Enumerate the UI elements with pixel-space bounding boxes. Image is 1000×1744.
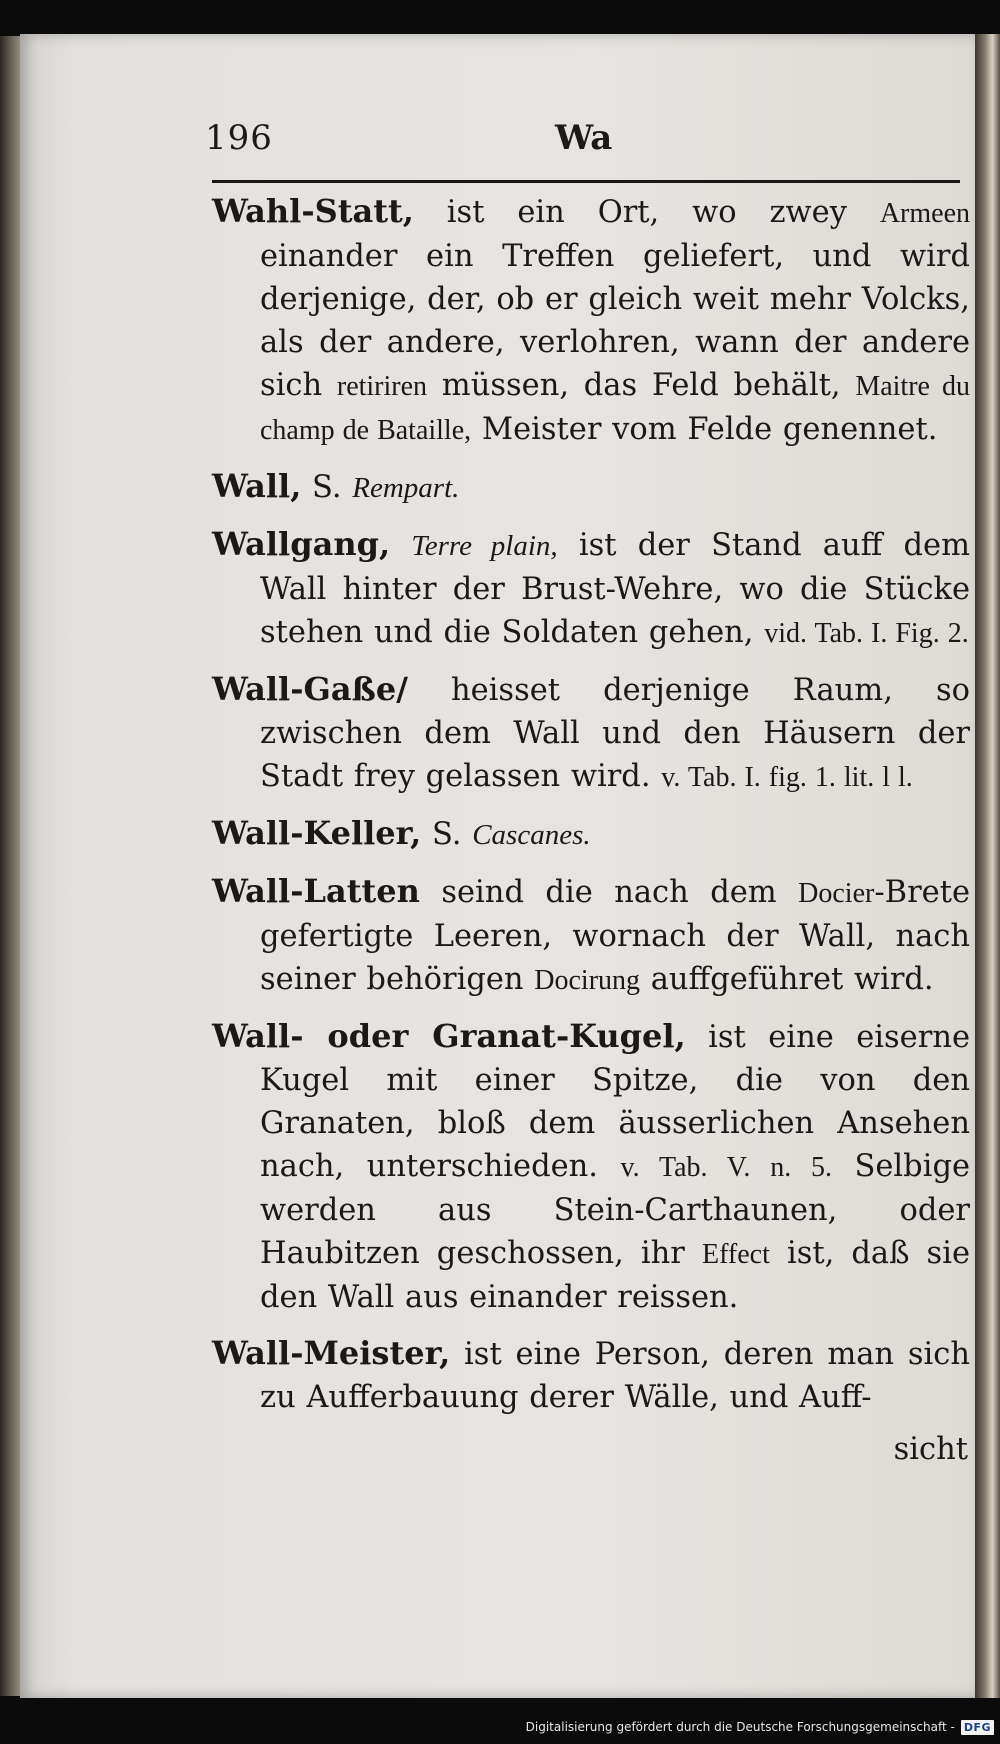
entry-headword: Wallgang,: [212, 525, 391, 563]
entry-text: seind die nach dem: [419, 875, 799, 910]
entry-foreign-term: Docier: [798, 878, 875, 909]
entry-text: müssen, das Feld behält,: [427, 368, 856, 403]
running-head-word: Wa: [555, 118, 613, 158]
entry-text: S.: [421, 817, 473, 852]
dictionary-entry: [212, 870, 970, 1002]
running-head: [205, 118, 955, 168]
entry-text: Meister vom Felde genennet.: [471, 412, 938, 447]
entry-foreign-term: Armeen: [879, 198, 970, 229]
dictionary-entry: [212, 465, 970, 510]
dictionary-entry: [212, 190, 970, 452]
entry-foreign-term: Maitre du champ de Bataille,: [260, 371, 970, 446]
entry-text: einander ein Treffen geliefert, und wird derjenige, der, ob er gleich weit mehr Volcks, als der andere, verlohren, wann der andere sich: [260, 239, 970, 403]
entry-text: heisset derjenige Raum, so zwischen dem Wall und den Häusern der Stadt frey gelassen wird.: [260, 673, 970, 794]
entry-foreign-term: Effect: [701, 1239, 770, 1270]
entry-headword: Wall,: [212, 467, 302, 505]
entry-headword: Wall- oder Granat-Kugel,: [212, 1017, 686, 1055]
entry-text: ist der Stand auff dem Wall hinter der Brust-Wehre, wo die Stücke stehen und die Soldaten gehen,: [260, 528, 970, 650]
header-rule: [212, 180, 960, 183]
entry-headword: Wall-Meister,: [212, 1334, 451, 1372]
entry-foreign-term: Docirung: [534, 965, 641, 996]
page-number: 196: [205, 118, 273, 158]
page-right-edge: [975, 34, 1000, 1698]
dictionary-entry: [212, 1332, 970, 1419]
entry-foreign-term: Terre plain,: [411, 530, 558, 562]
entry-headword: Wall-Keller,: [212, 814, 422, 852]
dfg-logo-icon: DFG: [961, 1720, 994, 1735]
entry-text: ist eine eiserne Kugel mit einer Spitze, die von den Granaten, bloß dem äusserlichen Ansehen nach, unterschieden.: [260, 1020, 971, 1184]
entry-text: ist eine Person, deren man sich zu Aufferbauung derer Wälle, und Auff-: [260, 1337, 970, 1415]
entry-text: -Brete gefertigte Leeren, wornach der Wall, nach seiner behörigen: [260, 875, 970, 997]
entry-foreign-term: vid. Tab. I. Fig. 2.: [764, 618, 969, 649]
entry-headword: Wahl-Statt,: [212, 192, 414, 230]
entry-foreign-term: v. Tab. I. fig. 1. lit. l l.: [661, 762, 913, 793]
entry-foreign-term: Cascanes.: [472, 819, 591, 851]
entry-headword: Wall-Latten: [212, 872, 420, 910]
entry-foreign-term: Rempart.: [352, 472, 460, 504]
entry-text: [390, 528, 411, 563]
book-spine-edge: [0, 36, 22, 1696]
footer-credit: Digitalisierung gefördert durch die Deutsche Forschungsgemeinschaft -: [525, 1720, 955, 1734]
entry-list: [212, 190, 970, 1419]
dictionary-text: [212, 190, 970, 1471]
entry-foreign-term: v. Tab. V. n. 5.: [620, 1152, 832, 1183]
dictionary-entry: [212, 1015, 970, 1319]
entry-text: ist, daß sie den Wall aus einander reissen.: [260, 1236, 971, 1315]
digitization-footer: [526, 1716, 994, 1738]
entry-text: Selbige werden aus Stein-Carthaunen, oder Haubitzen geschossen, ihr: [260, 1149, 971, 1271]
entry-headword: Wall-Gaße/: [212, 670, 408, 708]
entry-foreign-term: retiriren: [336, 371, 428, 402]
entry-text: auffgeführet wird.: [640, 962, 934, 997]
entry-text: S.: [301, 470, 353, 505]
dictionary-entry: [212, 668, 970, 799]
dictionary-entry: [212, 523, 970, 655]
catchword: sicht: [893, 1432, 968, 1467]
entry-text: ist ein Ort, wo zwey: [413, 195, 880, 230]
dictionary-entry: [212, 812, 970, 857]
